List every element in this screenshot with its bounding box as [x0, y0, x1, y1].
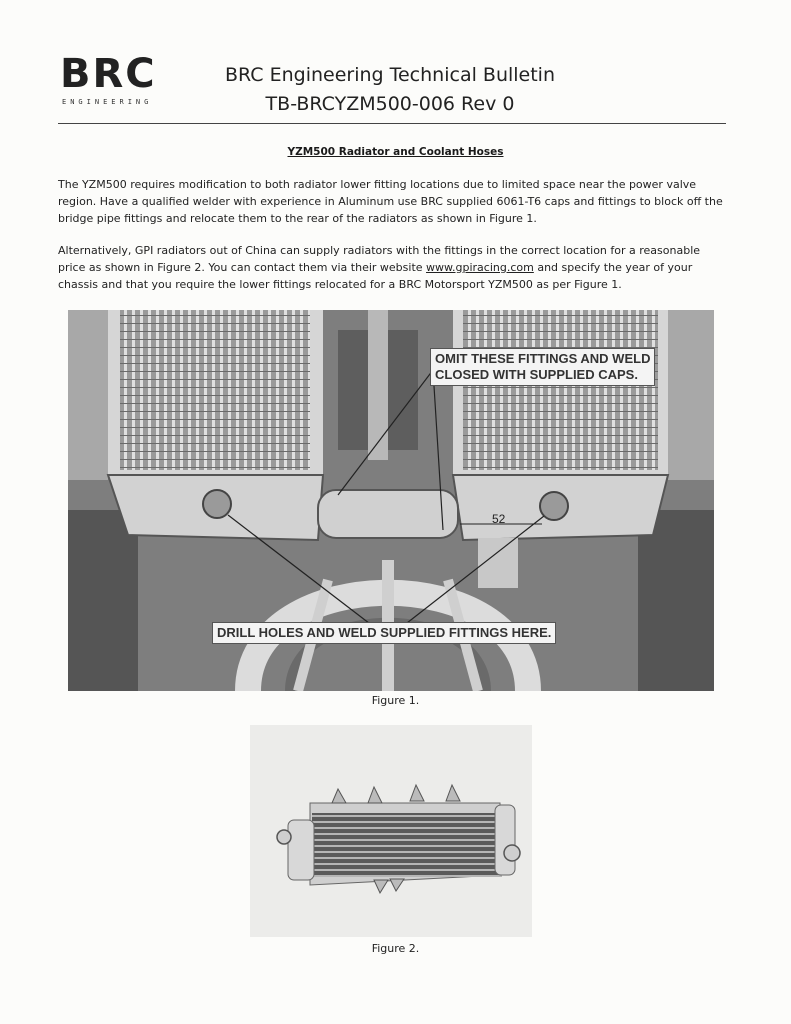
figure-1-caption: Figure 1. — [371, 694, 420, 707]
paragraph-2-end: and specify the year of your chassis and that you require the lower fittings relocated for a BRC Motorsport YZM500 as per Figure 1. — [58, 261, 693, 291]
figure-2-photo — [250, 725, 532, 937]
paragraph-2 — [58, 242, 726, 293]
figure-2-caption: Figure 2. — [371, 942, 420, 955]
gpi-website-link[interactable]: www.gpiracing.com — [426, 261, 534, 274]
paragraph-1: The YZM500 requires modification to both radiator lower fitting locations due to limited space near the power valve region. Have a qualified welder with experience in Aluminum use BRC supplied 6061-T6 caps and fittings to block off the bridge pipe fittings and relocate them to the rear of the radiators as shown in Figure 1. — [58, 178, 723, 225]
document-title: YZM500 Radiator and Coolant Hoses — [287, 146, 504, 158]
logo-letters: BRC — [60, 51, 157, 97]
paragraph-2-start: Alternatively, GPI radiators out of China can supply radiators with the fittings in the correct location for a reasonable price as shown in Figure 2. You can contact them via their website — [58, 244, 701, 274]
gpi-radiator-illustration — [250, 725, 532, 937]
callout-top-line-1: OMIT THESE FITTINGS AND WELD — [435, 351, 651, 366]
logo-subtext: ENGINEERING — [62, 98, 153, 106]
callout-top-line-2: CLOSED WITH SUPPLIED CAPS. — [435, 367, 638, 382]
brc-logo — [60, 52, 160, 112]
bulletin-number: TB-BRCYZM500-006 Rev 0 — [265, 93, 515, 115]
header-rule — [58, 123, 726, 124]
omit-fittings-callout — [430, 348, 655, 386]
drill-holes-callout: DRILL HOLES AND WELD SUPPLIED FITTINGS HERE. — [212, 622, 556, 644]
bulletin-title: BRC Engineering Technical Bulletin — [224, 64, 555, 86]
figure-1-photo — [68, 310, 714, 691]
dimension-label: 52 — [492, 512, 506, 526]
